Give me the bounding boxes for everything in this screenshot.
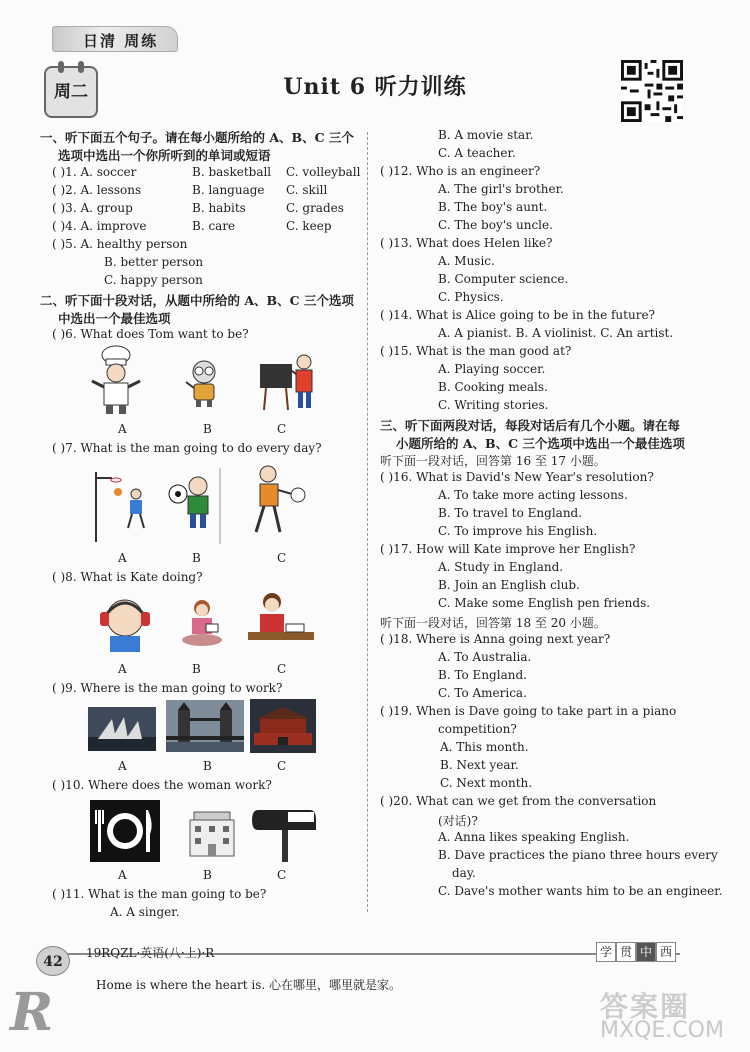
basketball-picture bbox=[90, 462, 156, 544]
q15-option-c: C. Writing stories. bbox=[438, 398, 549, 412]
q13-option-c: C. Physics. bbox=[438, 290, 504, 304]
q4-a: ( )4. A. improve bbox=[52, 219, 147, 233]
q2-c: C. skill bbox=[286, 183, 328, 197]
day-badge: 周二 bbox=[44, 66, 98, 118]
q6-label-c: C bbox=[277, 422, 287, 436]
q16-option-b: B. To travel to England. bbox=[438, 506, 583, 520]
q16-question: ( )16. What is David's New Year's resolution? bbox=[380, 470, 654, 484]
q16-option-a: A. To take more acting lessons. bbox=[438, 488, 628, 502]
q15-option-b: B. Cooking meals. bbox=[438, 380, 548, 394]
q18-option-c: C. To America. bbox=[438, 686, 527, 700]
q19-option-b: B. Next year. bbox=[440, 758, 519, 772]
q7-question: ( )7. What is the man going to do every day? bbox=[52, 441, 322, 455]
q6-question: ( )6. What does Tom want to be? bbox=[52, 327, 249, 341]
page-title: Unit 6 听力训练 bbox=[283, 74, 467, 100]
q3-b: B. habits bbox=[192, 201, 246, 215]
q15-question: ( )15. What is the man good at? bbox=[380, 344, 572, 358]
q18-option-a: A. To Australia. bbox=[438, 650, 532, 664]
q20-question-cont: (对话)? bbox=[438, 814, 478, 828]
q9-label-c: C bbox=[277, 759, 287, 773]
q6-label-a: A bbox=[118, 422, 127, 436]
mailbox-post-label: POST bbox=[290, 814, 311, 822]
q17-option-a: A. Study in England. bbox=[438, 560, 564, 574]
q20-option-c: C. Dave's mother wants him to be an engineer. bbox=[438, 884, 723, 898]
q11-option-a: A. A singer. bbox=[110, 905, 180, 919]
q8-label-b: B bbox=[192, 662, 201, 676]
q18-question: ( )18. Where is Anna going next year? bbox=[380, 632, 611, 646]
q3-a: ( )3. A. group bbox=[52, 201, 133, 215]
q13-option-a: A. Music. bbox=[438, 254, 495, 268]
q13-option-b: B. Computer science. bbox=[438, 272, 569, 286]
q9-question: ( )9. Where is the man going to work? bbox=[52, 681, 283, 695]
reading-girl-picture bbox=[180, 598, 228, 646]
tag-zhong: 中 bbox=[636, 942, 656, 962]
q19-option-a: A. This month. bbox=[440, 740, 529, 754]
q19-question: ( )19. When is Dave going to take part in a piano bbox=[380, 704, 677, 718]
section-1-heading-cont: 选项中选出一个你所听到的单词或短语 bbox=[58, 148, 271, 163]
headphones-picture bbox=[94, 588, 156, 652]
q5-b: B. better person bbox=[104, 255, 204, 269]
q1-c: C. volleyball bbox=[286, 165, 361, 179]
q9-label-a: A bbox=[118, 759, 127, 773]
q2-a: ( )2. A. lessons bbox=[52, 183, 142, 197]
column-divider bbox=[367, 132, 368, 912]
homework-picture bbox=[246, 590, 316, 652]
motto: Home is where the heart is. 心在哪里，哪里就是家。 bbox=[96, 978, 401, 992]
volleyball-picture bbox=[246, 462, 310, 544]
q10-label-b: B bbox=[203, 868, 212, 882]
q6-label-b: B bbox=[203, 422, 212, 436]
q16-option-c: C. To improve his English. bbox=[438, 524, 598, 538]
q15-option-a: A. Playing soccer. bbox=[438, 362, 546, 376]
q8-question: ( )8. What is Kate doing? bbox=[52, 570, 203, 584]
robot-picture bbox=[184, 358, 224, 408]
q7-label-b: B bbox=[192, 551, 201, 565]
q12-option-a: A. The girl's brother. bbox=[438, 182, 564, 196]
tower-bridge-picture bbox=[166, 700, 244, 752]
q9-label-b: B bbox=[203, 759, 212, 773]
q14-options: A. A pianist. B. A violinist. C. An artist. bbox=[438, 326, 674, 340]
q5-c: C. happy person bbox=[104, 273, 203, 287]
q5-a: ( )5. A. healthy person bbox=[52, 237, 188, 251]
section-1-heading: 一、听下面五个句子。请在每小题所给的 A、B、C 三个 bbox=[40, 130, 354, 145]
section-3-heading: 三、听下面两段对话，每段对话后有几个小题。请在每 bbox=[380, 418, 681, 433]
q7-label-a: A bbox=[118, 551, 127, 565]
soccer-picture bbox=[166, 464, 222, 544]
header-tab: 日清 周练 bbox=[52, 26, 178, 52]
q11-option-c: C. A teacher. bbox=[438, 146, 516, 160]
q14-question: ( )14. What is Alice going to be in the future? bbox=[380, 308, 655, 322]
edition-letter: R bbox=[10, 982, 54, 1043]
q17-question: ( )17. How will Kate improve her English? bbox=[380, 542, 636, 556]
watermark-logo: 答案圈 bbox=[600, 990, 691, 1023]
tiananmen-picture bbox=[250, 699, 316, 753]
q1-b: B. basketball bbox=[192, 165, 272, 179]
tag-guan: 贯 bbox=[616, 942, 636, 962]
q3-c: C. grades bbox=[286, 201, 344, 215]
q12-option-c: C. The boy's uncle. bbox=[438, 218, 553, 232]
tag-xue: 学 bbox=[596, 942, 616, 962]
section-2-heading-cont: 中选出一个最佳选项 bbox=[58, 311, 171, 326]
watermark-url: MXQE.COM bbox=[600, 1018, 724, 1043]
q4-b: B. care bbox=[192, 219, 236, 233]
page-number: 42 bbox=[36, 946, 70, 976]
q12-question: ( )12. Who is an engineer? bbox=[380, 164, 541, 178]
q18-option-b: B. To England. bbox=[438, 668, 527, 682]
q2-b: B. language bbox=[192, 183, 265, 197]
restaurant-sign-picture bbox=[90, 800, 160, 862]
chef-picture bbox=[88, 345, 144, 415]
q8-label-c: C bbox=[277, 662, 287, 676]
q20-option-b: B. Dave practices the piano three hours every bbox=[438, 848, 718, 862]
q11-question: ( )11. What is the man going to be? bbox=[52, 887, 267, 901]
tag-xi: 西 bbox=[656, 942, 676, 962]
q10-label-c: C bbox=[277, 868, 287, 882]
q19-question-cont: competition? bbox=[438, 722, 517, 736]
q19-option-c: C. Next month. bbox=[440, 776, 533, 790]
q20-question: ( )20. What can we get from the conversation bbox=[380, 794, 657, 808]
series-code: 19RQZL·英语(八·上)·R bbox=[86, 946, 215, 960]
q10-label-a: A bbox=[118, 868, 127, 882]
teacher-picture bbox=[258, 350, 318, 412]
q4-c: C. keep bbox=[286, 219, 332, 233]
q8-label-a: A bbox=[118, 662, 127, 676]
section-3-heading-cont: 小题所给的 A、B、C 三个选项中选出一个最佳选项 bbox=[396, 436, 685, 451]
hospital-building-picture bbox=[186, 806, 238, 858]
sydney-opera-house-picture bbox=[88, 707, 156, 751]
dialogue-1-intro: 听下面一段对话，回答第 16 至 17 小题。 bbox=[380, 454, 606, 468]
post-office-mailbox-picture bbox=[252, 802, 318, 862]
qr-code-icon[interactable] bbox=[620, 60, 684, 122]
q10-question: ( )10. Where does the woman work? bbox=[52, 778, 272, 792]
q12-option-b: B. The boy's aunt. bbox=[438, 200, 548, 214]
q17-option-b: B. Join an English club. bbox=[438, 578, 580, 592]
dialogue-2-intro: 听下面一段对话，回答第 18 至 20 小题。 bbox=[380, 616, 606, 630]
q13-question: ( )13. What does Helen like? bbox=[380, 236, 553, 250]
q17-option-c: C. Make some English pen friends. bbox=[438, 596, 651, 610]
q11-option-b: B. A movie star. bbox=[438, 128, 534, 142]
q20-option-b-cont: day. bbox=[452, 866, 476, 880]
section-2-heading: 二、听下面十段对话，从题中所给的 A、B、C 三个选项 bbox=[40, 293, 354, 308]
q20-option-a: A. Anna likes speaking English. bbox=[438, 830, 630, 844]
q1-a: ( )1. A. soccer bbox=[52, 165, 137, 179]
q7-label-c: C bbox=[277, 551, 287, 565]
